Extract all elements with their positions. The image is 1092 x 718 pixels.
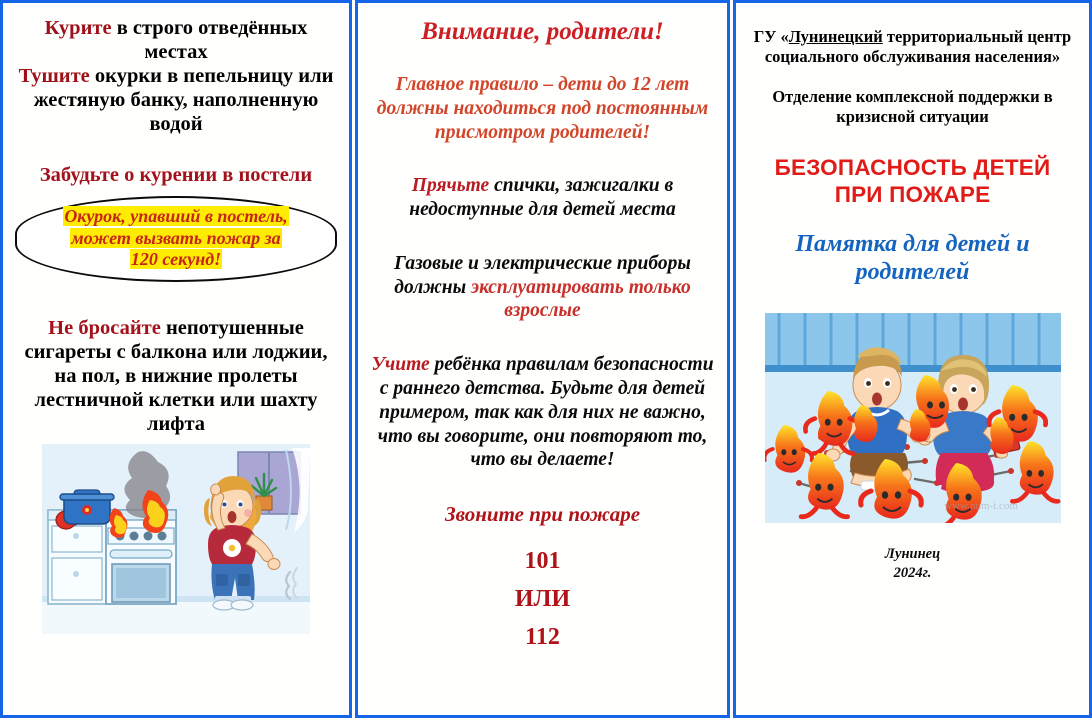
callout-line-1: Окурок, упавший в постель,: [64, 206, 288, 227]
appliances-rule-highlight: эксплуатировать только взрослые: [471, 276, 691, 322]
smoking-rule-2-lead: Тушите: [18, 64, 90, 87]
footer-year: 2024г.: [893, 564, 932, 581]
panel-smoking-safety: [0, 0, 352, 718]
svg-text:www.num-i.com: www.num-i.com: [943, 500, 1018, 513]
department-name: Отделение комплексной поддержки в кризисной ситуации: [772, 87, 1053, 127]
no-throwing-lead: Не бросайте: [48, 316, 161, 339]
call-on-fire-label: Звоните при пожаре: [444, 502, 641, 527]
main-rule-text: Главное правило – дети до 12 лет должны находиться под постоянным присмотром родителей!: [376, 74, 709, 143]
organization-prefix: ГУ «: [753, 27, 789, 46]
cover-subtitle-line-1: Памятка для детей и: [795, 230, 1030, 257]
hide-matches-rule: [368, 174, 717, 222]
cover-title-line-1: БЕЗОПАСНОСТЬ ДЕТЕЙ: [774, 154, 1051, 180]
smoking-rule-1: [11, 17, 341, 65]
children-with-matches-flame-characters-illustration: [765, 313, 1061, 523]
attention-parents-heading: Внимание, родители!: [421, 18, 664, 45]
cover-title-line-2: ПРИ ПОЖАРЕ: [834, 181, 991, 207]
emergency-or-label: ИЛИ: [514, 586, 571, 613]
no-throwing-rest: непотушенные сигареты с балкона или лоджии, на пол, в нижние пролеты лестничной клетки или шахту лифта: [24, 316, 328, 436]
no-throwing-cigarettes-rule: [11, 316, 341, 437]
cover-footer: [748, 545, 1077, 582]
panel-cover: [733, 0, 1092, 718]
emergency-number-112: 112: [525, 624, 560, 651]
forget-smoking-in-bed: Забудьте о курении в постели: [39, 163, 313, 186]
appliances-rule-part1: Газовые и электрические приборы должны: [394, 252, 691, 298]
cover-subtitle: [748, 230, 1077, 288]
cover-subtitle-line-2: родителей: [855, 259, 970, 286]
teach-children-lead: Учите: [371, 354, 430, 376]
smoking-rule-1-rest: в строго отведённых местах: [111, 17, 308, 63]
footer-city: Лунинец: [884, 546, 941, 563]
appliances-rule: [368, 252, 717, 323]
smoking-rule-2: [11, 65, 341, 137]
cover-title: [748, 154, 1077, 208]
organization-suffix: территориальный центр социального обслуживания населения»: [764, 27, 1072, 67]
teach-children-rule: [368, 353, 717, 472]
organization-spellchecked-word: Лунинецкий: [788, 27, 883, 46]
smoking-rule-2-rest: окурки в пепельницу или жестяную банку, наполненную водой: [33, 64, 334, 135]
smoking-rule-1-lead: Курите: [44, 17, 112, 39]
organization-name: [748, 27, 1077, 67]
cigarette-callout-box: [15, 196, 337, 282]
callout-line-3: 120 секунд!: [130, 249, 222, 270]
panel-parents-attention: [355, 0, 730, 718]
teach-children-rest: ребёнка правилам безопасности с раннего детства. Будьте для детей примером, так как для них не важно, что вы говорите, они повторяют то, что вы делаете!: [377, 354, 714, 471]
emergency-number-101: 101: [524, 548, 561, 575]
kitchen-stove-fire-girl-illustration: [42, 444, 310, 634]
hide-matches-rest: спички, зажигалки в недоступные для детей места: [409, 175, 676, 221]
callout-line-2: может вызвать пожар за: [71, 227, 281, 248]
hide-matches-lead: Прячьте: [411, 175, 490, 197]
